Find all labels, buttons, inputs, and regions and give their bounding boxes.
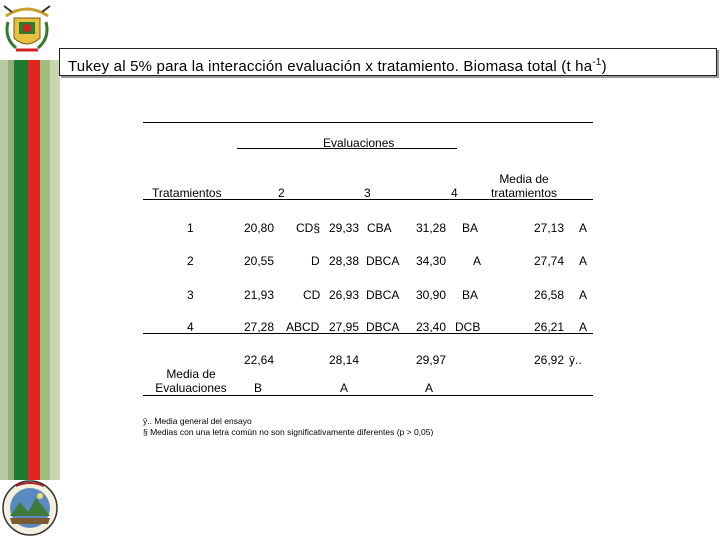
- title-exponent: -1: [592, 57, 602, 68]
- row4-v2: 27,28: [244, 320, 275, 334]
- coat-of-arms-icon: [2, 2, 52, 58]
- col-media-line2: tratamientos: [490, 186, 558, 200]
- row2-l3b: DBCA: [366, 254, 400, 268]
- row4-l4: DCB: [455, 320, 481, 334]
- row3-l3b: DBCA: [366, 288, 400, 302]
- row4-lm: A: [579, 320, 588, 334]
- col-media-line1: Media de: [499, 172, 549, 186]
- row3-v3: 26,93: [329, 288, 360, 302]
- title-text: Tukey al 5% para la interacción evaluación x tratamiento. Biomasa total (t ha: [68, 58, 593, 75]
- row2-l4: A: [473, 254, 482, 268]
- media-eval-v3: 28,14: [329, 353, 360, 367]
- media-eval-v2: 22,64: [244, 353, 275, 367]
- title-close: ): [601, 58, 607, 75]
- footnote-general-mean: ȳ.. Media general del ensayo: [143, 416, 252, 426]
- col-eval-4: 4: [451, 186, 458, 200]
- stripe-light-green: [40, 60, 50, 480]
- row1-v4: 31,28: [416, 221, 447, 235]
- media-eval-line1: Media de: [166, 367, 216, 381]
- media-eval-l4: A: [425, 381, 434, 395]
- row2-v2: 20,55: [244, 254, 275, 268]
- row3-trat: 3: [187, 288, 194, 302]
- row1-l3: CD§: [296, 221, 321, 235]
- table-bottom-rule: [143, 395, 593, 396]
- overall-mean-symbol: ȳ..: [569, 353, 582, 367]
- stripe-green: [14, 60, 28, 480]
- row3-l3: CD: [303, 288, 321, 302]
- stripe-pale: [0, 60, 8, 480]
- row3-v2: 21,93: [244, 288, 275, 302]
- row4-trat: 4: [187, 320, 194, 334]
- col-eval-3: 3: [364, 186, 371, 200]
- row3-l4: BA: [462, 288, 479, 302]
- row1-v3: 29,33: [329, 221, 360, 235]
- row1-trat: 1: [187, 221, 194, 235]
- university-seal-icon: [2, 478, 58, 538]
- col-media-tratamientos: [480, 172, 568, 200]
- footnote-significance: § Medias con una letra común no son significativamente diferentes (p > 0,05): [143, 427, 434, 437]
- row1-media: 27,13: [534, 221, 565, 235]
- row1-l4: BA: [462, 221, 479, 235]
- row4-v4: 23,40: [416, 320, 447, 334]
- row3-v4: 30,90: [416, 288, 447, 302]
- evaluaciones-header: Evaluaciones: [323, 136, 395, 150]
- table-top-rule: [143, 122, 593, 123]
- row2-lm: A: [579, 254, 588, 268]
- media-eval-l3: A: [340, 381, 349, 395]
- slide-title: [59, 48, 717, 76]
- media-eval-overall: 26,92: [534, 353, 565, 367]
- row1-v2: 20,80: [244, 221, 275, 235]
- row2-v3: 28,38: [329, 254, 360, 268]
- media-eval-v4: 29,97: [416, 353, 447, 367]
- row4-l3b: DBCA: [366, 320, 400, 334]
- row4-v3: 27,95: [329, 320, 360, 334]
- stripe-red: [28, 60, 40, 480]
- col-eval-2: 2: [278, 186, 285, 200]
- row2-l3: D: [311, 254, 320, 268]
- col-tratamientos: Tratamientos: [152, 186, 222, 200]
- media-eval-l2: B: [254, 381, 263, 395]
- row3-lm: A: [579, 288, 588, 302]
- row2-media: 27,74: [534, 254, 565, 268]
- row4-l3: ABCD: [286, 320, 320, 334]
- row2-trat: 2: [187, 254, 194, 268]
- media-evaluaciones-label: [148, 367, 234, 395]
- row1-lm: A: [579, 221, 588, 235]
- row2-v4: 34,30: [416, 254, 447, 268]
- row3-media: 26,58: [534, 288, 565, 302]
- media-eval-line2: Evaluaciones: [155, 381, 227, 395]
- side-stripes: [0, 60, 60, 480]
- stripe-pale-right: [50, 60, 60, 480]
- row4-media: 26,21: [534, 320, 565, 334]
- row1-l3b: CBA: [367, 221, 392, 235]
